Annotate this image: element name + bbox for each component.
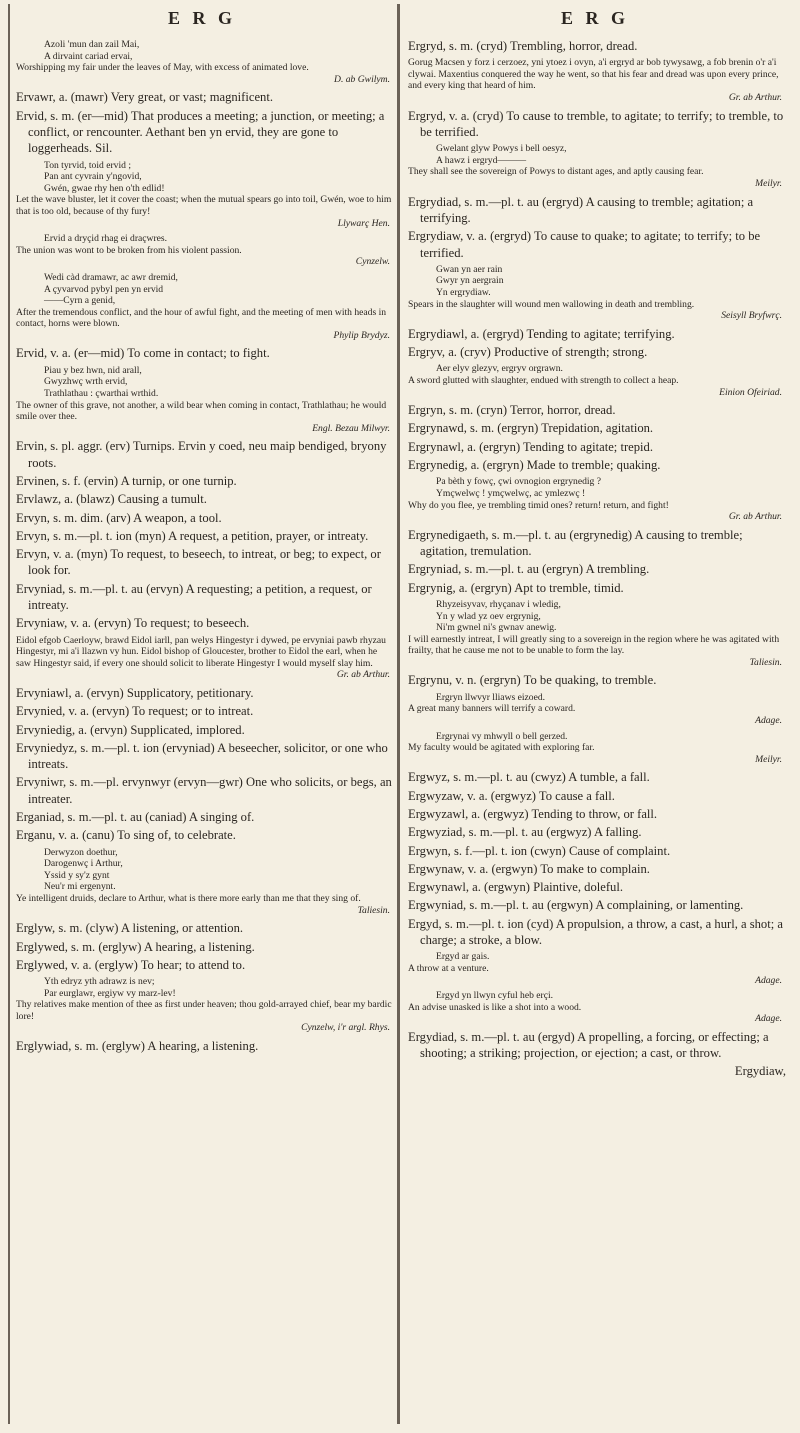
quotation-block — [16, 635, 394, 681]
left-border-rule — [8, 4, 10, 1424]
dictionary-entry: Ervid, s. m. (er—mid) That produces a meeting; a junction, or meeting; a conflict, or rencounter. Aethant ben yn ervid, they are gone to loggerheads. Sil. — [16, 108, 385, 156]
dictionary-entry: Ervyniwr, s. m.—pl. ervynwyr (ervyn—gwr) One who solicits, or begs, an intreater. — [16, 775, 392, 806]
dictionary-entry: Ergrynu, v. n. (ergryn) To be quaking, to tremble. — [408, 673, 657, 688]
dictionary-entry: Ergryd, v. a. (cryd) To cause to tremble, to agitate; to terrify; to tremble, to be terrified. — [408, 108, 784, 139]
quotation-block — [16, 272, 394, 342]
welsh-verse-line: Azoli 'mun dan zail Mai, — [44, 39, 140, 50]
citation: Adage. — [755, 1013, 782, 1025]
dictionary-entry: Erglywed, v. a. (erglyw) To hear; to attend to. — [16, 957, 246, 972]
translation-text: Why do you flee, ye trembling timid ones? return! return, and fight! — [408, 499, 669, 511]
dictionary-entry: Ergryn, s. m. (cryn) Terror, horror, dread. — [408, 403, 616, 418]
dictionary-entry: Ergrydiad, s. m.—pl. t. au (ergryd) A causing to tremble; agitation; a terrifying. — [408, 194, 754, 225]
translation-text: Gorug Macsen y forz i cerzoez, yni ytoez i ovyn, a'i ergryd ar bob tywysawg, a fob brenin o'r a'i clywai. Maxentius conquered the way he went, so that his fear and dread was upon every prince, and every king that heard of him. — [408, 57, 779, 92]
dictionary-entry: Erglyw, s. m. (clyw) A listening, or attention. — [16, 921, 244, 936]
citation: Einion Ofeiriad. — [719, 386, 782, 398]
dictionary-entry: Ervyniawl, a. (ervyn) Supplicatory, petitionary. — [16, 685, 254, 700]
translation-text: A sword glutted with slaughter, endued with strength to collect a heap. — [408, 374, 679, 386]
translation-text: A throw at a venture. — [408, 962, 489, 974]
left-running-head: E R G — [167, 8, 236, 28]
citation: Meilyr. — [755, 753, 782, 765]
welsh-verse-line: Ervid a dryçid rhag ei draçwres. — [44, 233, 168, 245]
citation: D. ab Gwilym. — [334, 73, 390, 85]
citation: Adage. — [755, 974, 782, 986]
dictionary-entry: Erganiad, s. m.—pl. t. au (caniad) A singing of. — [16, 810, 255, 825]
dictionary-entry: Ervyniad, s. m.—pl. t. au (ervyn) A requesting; a petition, a request, or intreaty. — [16, 581, 372, 612]
quotation-block — [16, 365, 394, 435]
dictionary-entry: Ervid, v. a. (er—mid) To come in contact; to fight. — [16, 346, 270, 361]
dictionary-entry: Ergryniad, s. m.—pl. t. au (ergryn) A trembling. — [408, 562, 650, 577]
quotation-block — [408, 264, 786, 322]
welsh-verse-line: Ergryn llwvyr lliaws eizoed. — [436, 691, 546, 703]
quotation-block — [408, 143, 786, 189]
dictionary-entry: Ergrydiaw, v. a. (ergryd) To cause to quake; to agitate; to terrify; to be terrified. — [408, 229, 761, 260]
dictionary-entry: Erganu, v. a. (canu) To sing of, to celebrate. — [16, 828, 236, 843]
translation-text: The owner of this grave, not another, a wild bear when coming in contact, Trathlathau; he would smile over thee. — [16, 399, 387, 423]
welsh-verse-line: Ergrynai vy mhwyll o bell gerzed. — [436, 730, 568, 742]
welsh-verse-line: Darogenwç i Arthur, — [44, 858, 123, 870]
welsh-verse-line: A dirvaint cariad ervai, — [44, 50, 133, 62]
welsh-verse-line: Ergyd yn llwyn cyful heb erçi. — [436, 990, 554, 1002]
welsh-verse-line: Wedi càd dramawr, ac awr dremid, — [44, 271, 178, 283]
citation: Meilyr. — [755, 178, 782, 190]
right-column — [408, 36, 786, 1426]
translation-text: My faculty would be agitated with exploring far. — [408, 742, 595, 754]
welsh-verse-line: Yn y wlad yz oev ergrynig, — [436, 610, 541, 622]
dictionary-entry: Ergwyzaw, v. a. (ergwyz) To cause a fall. — [408, 788, 615, 803]
dictionary-entry: Ergwyzawl, a. (ergwyz) Tending to throw, or fall. — [408, 806, 658, 821]
dictionary-entry: Ergwynaw, v. a. (ergwyn) To make to complain. — [408, 861, 650, 876]
welsh-verse-line: ——Cyrn a genid, — [44, 295, 116, 307]
quotation-block — [408, 363, 786, 398]
citation: Gr. ab Arthur. — [728, 511, 782, 523]
welsh-verse-line: Gwyr yn aergrain — [436, 275, 504, 287]
quotation-block — [16, 847, 394, 917]
dictionary-entry: Ergwyniad, s. m.—pl. t. au (ergwyn) A complaining, or lamenting. — [408, 898, 744, 913]
quotation-block — [408, 951, 786, 986]
citation: Taliesin. — [357, 904, 390, 916]
dictionary-entry: Ergwynawl, a. (ergwyn) Plaintive, doleful. — [408, 880, 623, 895]
column-divider — [397, 4, 400, 1424]
dictionary-entry: Ergryv, a. (cryv) Productive of strength; strong. — [408, 345, 648, 360]
citation: Engl. Bezau Milwyr. — [312, 422, 390, 434]
dictionary-entry: Ergryd, s. m. (cryd) Trembling, horror, dread. — [408, 39, 638, 53]
dictionary-entry: Ervawr, a. (mawr) Very great, or vast; magnificent. — [16, 90, 273, 105]
dictionary-entry: Ergydiad, s. m.—pl. t. au (ergyd) A propelling, a forcing, or effecting; a shooting; a striking; projection, or ejection; a cast, or throw. — [408, 1029, 769, 1061]
welsh-verse-line: Gwan yn aer rain — [436, 263, 503, 275]
translation-text: I will earnestly intreat, I will greatly sing to a sovereign in the region where he was agitated with frailty, that he cause me not to be unable to form the lay. — [408, 633, 780, 657]
dictionary-entry: Ergrynedig, a. (ergryn) Made to tremble; quaking. — [408, 458, 661, 473]
welsh-verse-line: Ymçwelwç ! ymçwelwç, ac ymlezwç ! — [436, 487, 586, 499]
citation: Gr. ab Arthur. — [336, 669, 390, 681]
welsh-verse-line: Piau y bez hwn, nid arall, — [44, 364, 142, 376]
welsh-verse-line: Yth edryz yth adrawz is nev; — [44, 976, 155, 988]
left-column — [16, 36, 394, 1426]
dictionary-entry: Ervyn, v. a. (myn) To request, to beseech, to intreat, or beg; to expect, or look for. — [16, 547, 381, 578]
citation: Cynzelw, i'r argl. Rhys. — [301, 1022, 390, 1034]
dictionary-entry: Ervyn, s. m. dim. (arv) A weapon, a tool. — [16, 510, 222, 525]
translation-text: A great many banners will terrify a coward. — [408, 703, 576, 715]
dictionary-entry: Erglywiad, s. m. (erglyw) A hearing, a listening. — [16, 1039, 259, 1054]
dictionary-entry: Ergwyz, s. m.—pl. t. au (cwyz) A tumble, a fall. — [408, 770, 650, 785]
translation-text: Thy relatives make mention of thee as first under heaven; thou gold-arrayed chief, bear my bardic lore! — [16, 999, 392, 1022]
dictionary-entry: Erglywed, s. m. (erglyw) A hearing, a listening. — [16, 939, 255, 954]
welsh-verse-line: Ton tyrvid, toid ervid ; — [44, 159, 131, 171]
welsh-verse-line: Pa bèth y fowç, çwi ovnogion ergrynedig ? — [436, 476, 602, 488]
welsh-verse-line: Gwelant glyw Powys i bell oesyz, — [436, 143, 567, 155]
welsh-verse-line: Rhyzeisyvav, rhyçanav i wledig, — [436, 598, 561, 610]
welsh-verse-line: Par eurglawr, ergiyw vy marz-lev! — [44, 987, 176, 999]
dictionary-entry: Ervyniedyz, s. m.—pl. t. ion (ervyniad) A beseecher, solicitor, or one who intreats. — [16, 740, 388, 772]
dictionary-entry: Ergwyziad, s. m.—pl. t. au (ergwyz) A falling. — [408, 825, 642, 840]
dictionary-entry: Ergrynig, a. (ergryn) Apt to tremble, timid. — [408, 580, 624, 595]
dictionary-entry: Ervin, s. pl. aggr. (erv) Turnips. Ervin y coed, neu maip bendiged, bryony roots. — [16, 439, 387, 470]
quotation-block — [408, 990, 786, 1025]
dictionary-entry: Ervyniedig, a. (ervyn) Supplicated, implored. — [16, 722, 245, 737]
dictionary-entry: Ervynied, v. a. (ervyn) To request; or to intreat. — [16, 704, 254, 719]
dictionary-entry: Ergrynedigaeth, s. m.—pl. t. au (ergrynedig) A causing to tremble; agitation, tremulation. — [408, 527, 743, 559]
quotation-block — [408, 731, 786, 766]
translation-text: The union was wont to be broken from his violent passion. — [16, 244, 242, 256]
translation-text: Spears in the slaughter will wound men wallowing in death and trembling. — [408, 298, 695, 310]
quotation-block — [16, 160, 394, 230]
dictionary-entry: Ervinen, s. f. (ervin) A turnip, or one turnip. — [16, 473, 237, 488]
translation-text: Worshipping my fair under the leaves of May, with excess of animated love. — [16, 62, 309, 74]
quotation-block — [16, 233, 394, 268]
dictionary-entry: Ergrynawd, s. m. (ergryn) Trepidation, agitation. — [408, 421, 654, 436]
welsh-verse-line: Gwyzhwç wrth ervid, — [44, 376, 128, 388]
running-header — [0, 8, 800, 38]
dictionary-entry: Ergrynawl, a. (ergryn) Tending to agitate; trepid. — [408, 439, 653, 454]
dictionary-entry: Ervyn, s. m.—pl. t. ion (myn) A request, a petition, prayer, or intreaty. — [16, 528, 369, 543]
translation-text: Let the wave bluster, let it cover the coast; when the mutual spears go into toil, Gwén, woe to him that is too old, because of thy fury! — [16, 194, 392, 217]
dictionary-entry: Ergwyn, s. f.—pl. t. ion (cwyn) Cause of complaint. — [408, 843, 671, 858]
translation-text: After the tremendous conflict, and the hour of awful fight, and the meeting of men with heads in contact, horns were blown. — [16, 306, 387, 330]
welsh-verse-line: Ni'm gwnel ni's gwnav anewig. — [436, 622, 557, 634]
citation: Adage. — [755, 714, 782, 726]
translation-text: An advise unasked is like a shot into a wood. — [408, 1001, 582, 1013]
dictionary-entry: Ergyd, s. m.—pl. t. ion (cyd) A propulsion, a throw, a cast, a hurl, a shot; a charge; a stroke, a blow. — [408, 916, 783, 948]
right-running-head: E R G — [560, 8, 629, 28]
welsh-verse-line: Yn ergrydiaw. — [436, 287, 491, 299]
citation: Cynzelw. — [355, 256, 390, 268]
welsh-verse-line: Neu'r mi ergenynt. — [44, 881, 116, 893]
translation-text: Ye intelligent druids, declare to Arthur, what is there more early than me that they sing of. — [16, 893, 361, 905]
translation-text: Eidol efgob Caerloyw, brawd Eidol iarll, pan welys Hingestyr i dywed, pe ervyniai pawb rhyzau Hingestyr, mi a'i llazwn vy hun. Eidol bishop of Gloucester, brother to Eidol the earl, when he saw Hingestyr said, if every one should solicit to liberate Hingestyr I would myself slay him. — [16, 634, 386, 669]
translation-text: They shall see the sovereign of Powys to distant ages, and aptly causing fear. — [408, 166, 704, 178]
catchword: Ergydiaw, — [734, 1064, 786, 1079]
citation: Llywarç Hen. — [337, 217, 390, 229]
quotation-block — [408, 57, 786, 103]
welsh-verse-line: Gwén, gwae rhy hen o'th edlid! — [44, 182, 165, 194]
quotation-block — [16, 39, 394, 85]
dictionary-entry: Ergrydiawl, a. (ergryd) Tending to agitate; terrifying. — [408, 326, 675, 341]
welsh-verse-line: A hawz i ergryd——— — [436, 154, 527, 166]
quotation-block — [408, 692, 786, 727]
dictionary-entry: Ervyniaw, v. a. (ervyn) To request; to beseech. — [16, 616, 250, 631]
welsh-verse-line: Derwyzon doethur, — [44, 846, 118, 858]
dictionary-entry: Ervlawz, a. (blawz) Causing a tumult. — [16, 492, 207, 507]
welsh-verse-line: Ergyd ar gais. — [436, 951, 490, 963]
welsh-verse-line: Trathlathau : çwarthai wrthid. — [44, 387, 159, 399]
citation: Taliesin. — [749, 656, 782, 668]
welsh-verse-line: Pan ant cyvrain y'ngovid, — [44, 171, 142, 183]
welsh-verse-line: A çyvarvod pybyl pen yn ervid — [44, 283, 164, 295]
citation: Gr. ab Arthur. — [728, 92, 782, 104]
welsh-verse-line: Yssid y sy'z gynt — [44, 869, 110, 881]
quotation-block — [408, 599, 786, 669]
quotation-block — [408, 476, 786, 522]
citation: Phylip Brydyz. — [333, 329, 390, 341]
quotation-block — [16, 976, 394, 1034]
citation: Seisyll Bryfwrç. — [721, 310, 782, 322]
welsh-verse-line: Aer elyv glezyv, ergryv orgrawn. — [436, 363, 563, 375]
